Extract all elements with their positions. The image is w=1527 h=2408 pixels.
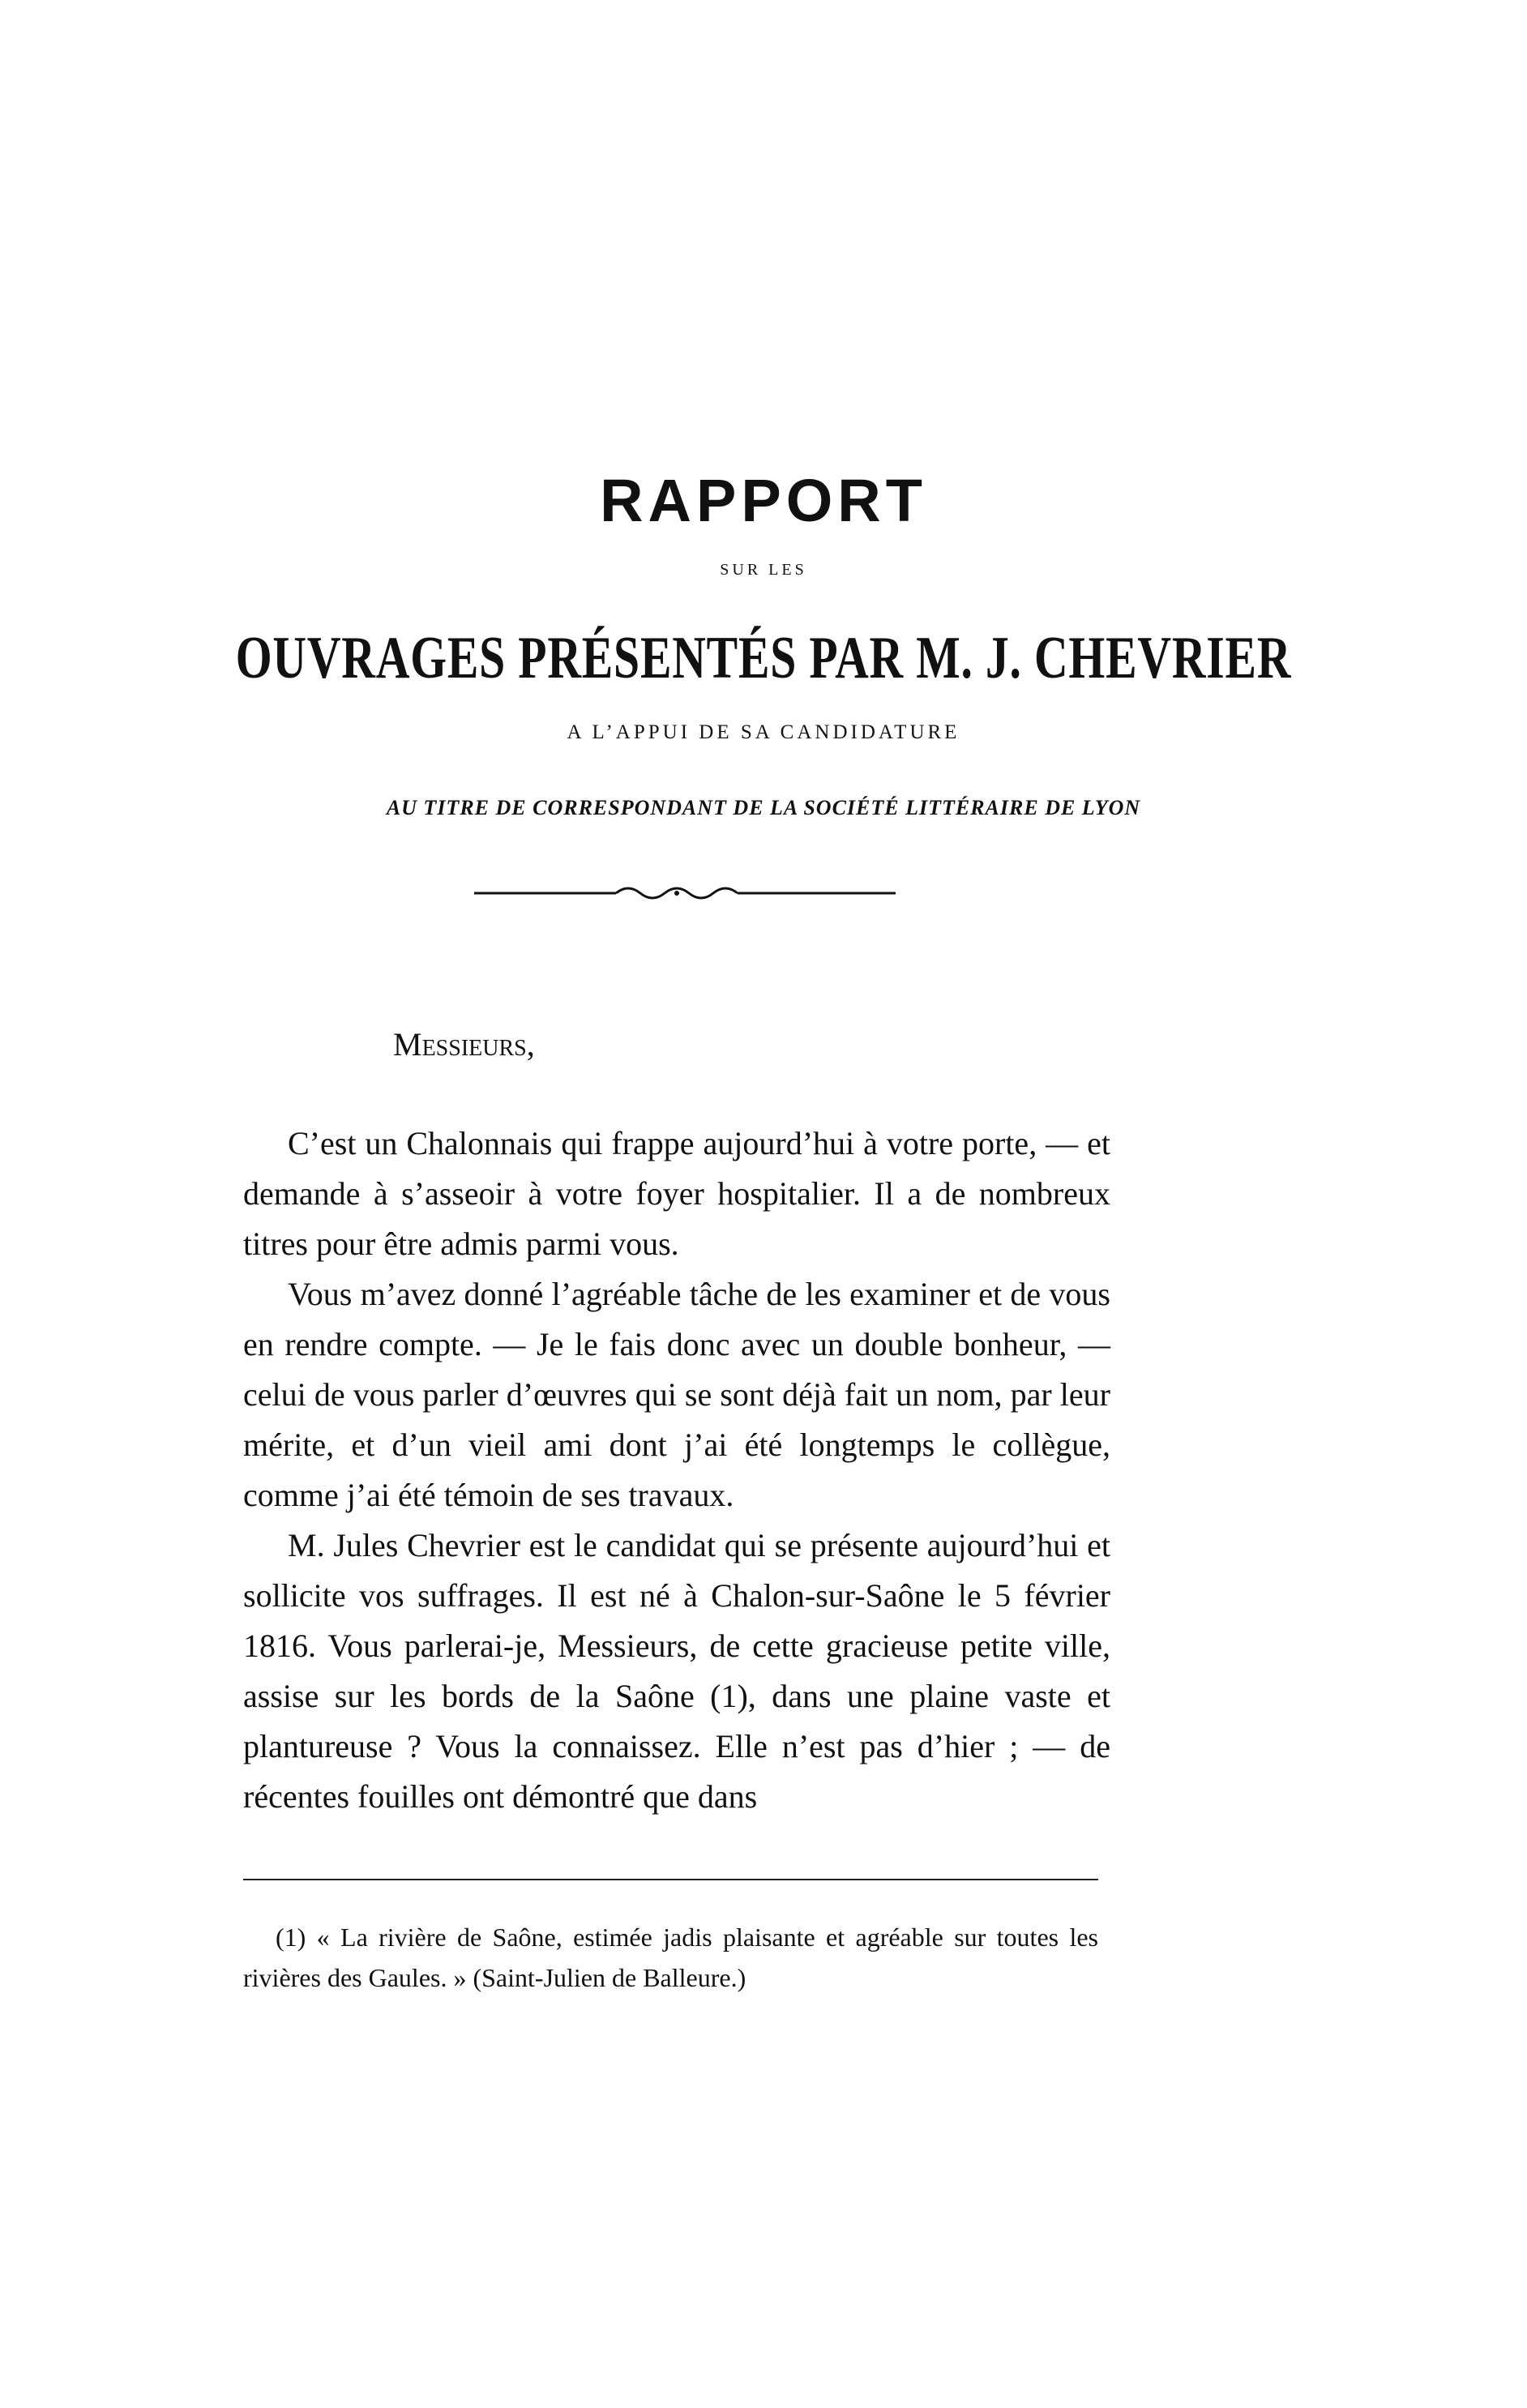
subtitle-titre-correspondant: AU TITRE DE CORRESPONDANT DE LA SOCIÉTÉ LITTÉRAIRE DE LYON xyxy=(386,796,1141,819)
document-title: RAPPORT xyxy=(600,467,927,534)
salutation: Messieurs, xyxy=(393,1026,535,1063)
ornamental-divider xyxy=(474,883,896,903)
paragraph: M. Jules Chevrier est le candidat qui se présente aujourd’hui et sollicite vos suffrages. Il est né à Chalon-sur-Saône le 5 février 1816. Vous parlerai-je, Messieurs, de cette gracieuse petite ville, assise sur les bords de la Saône (1), dans une plaine vaste et plantureuse ? Vous la connaissez. Elle n’est pas d’hier ; — de récentes fouilles ont démontré que dans xyxy=(243,1527,1110,1815)
footnote-text: (1) « La rivière de Saône, estimée jadis plaisante et agréable sur toutes les rivières des Gaules. » (Saint-Julien de Balleure.) xyxy=(243,1923,1098,1992)
subtitle-appui: A L’APPUI DE SA CANDIDATURE xyxy=(567,721,960,743)
footnote-rule xyxy=(243,1879,1098,1880)
body-text xyxy=(243,1118,1110,1822)
subtitle-ouvrages: OUVRAGES PRÉSENTÉS PAR M. J. CHEVRIER xyxy=(235,625,1292,691)
subtitle-sur-les: SUR LES xyxy=(720,561,807,579)
footnote xyxy=(243,1917,1098,1998)
paragraph: C’est un Chalonnais qui frappe aujourd’hui à votre porte, — et demande à s’asseoir à votre foyer hospitalier. Il a de nombreux titres pour être admis parmi vous. xyxy=(243,1125,1110,1262)
paragraph: Vous m’avez donné l’agréable tâche de les examiner et de vous en rendre compte. — Je le fais donc avec un double bonheur, — celui de vous parler d’œuvres qui se sont déjà fait un nom, par leur mérite, et d’un vieil ami dont j’ai été longtemps le collègue, comme j’ai été témoin de ses travaux. xyxy=(243,1276,1110,1513)
